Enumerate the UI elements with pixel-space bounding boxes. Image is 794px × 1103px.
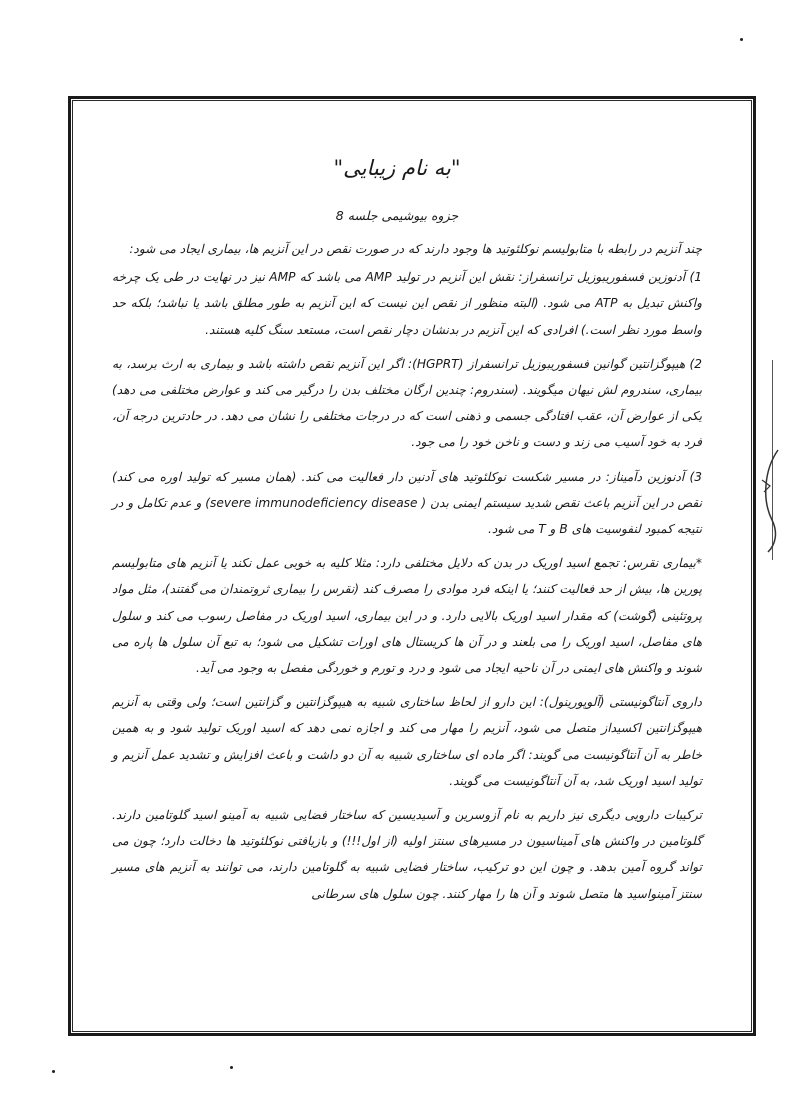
paragraph-allopurinol: داروی آنتاگونیستی (آلوپورینول): این دارو از لحاظ ساختاری شبیه به هیپوگزانتین و گزانتین است؛ ولی وقتی به آنزیم هیپوگزانتین اکسیداز متصل می شود، آنزیم را مهار می کند و اجازه نمی دهد که اسید اوریک تولید شود و به همین خاطر به آن آنتاگونیست می گویند: اگر ماده ای ساختاری شبیه به آن دو داشت و باعث افزایش و تشدید عمل آنزیم و تولید اسید اوریک شد، به آن آنتاگونیست می گویند. [112, 695, 702, 788]
paragraph-azaserine: ترکیبات دارویی دیگری نیز داریم به نام آزوسرین و آسیدیسین که ساختار فضایی شبیه به آمینو اسید گلوتامین دارند. گلوتامین در واکنش های آمیناسیون در مسیرهای سنتز اولیه (از اول!!!) و بازیافتی نوکلئوتید ها دخالت دارد؛ چون می تواند گروه آمین بدهد. و چون این دو ترکیب، ساختار فضایی شبیه به گلوتامین دارند، می توانند به آنزیم های مسیر سنتز آمینواسید ها متصل شوند و آن ها را مهار کنند. چون سلول های سرطانی [112, 808, 702, 901]
handwritten-notes-body [112, 236, 702, 915]
paragraph-gout: *بیماری نقرس: تجمع اسید اوریک در بدن که دلایل مختلفی دارد: مثلا کلیه به خوبی عمل نکند یا آنزیم های متابولیسم پورین ها، بیش از حد فعالیت کنند؛ یا اینکه فرد موادی را مصرف کند (نقرس را بیماری ثروتمندان می گفتند)، مثل مواد پروتئینی (گوشت) که مقدار اسید اوریک بالایی دارد. و در این بیماری، اسید اوریک در مفاصل رسوب می کند و سلول های مفاصل، اسید اوریک را می بلعند و در آن ها کریستال های اورات تشکیل می شود؛ به تبع آن سلول ها پاره می شوند و واکنش های ایمنی در آن ناحیه ایجاد می شود و درد و تورم و خوردگی مفصل به وجود می آید. [112, 556, 702, 676]
paragraph-hgprt: 2) هیپوگزانتین گوانین فسفوریبوزیل ترانسفراز (HGPRT): اگر این آنزیم نقص داشته باشد و بیماری به ارث برسد، به بیماری، سندروم لش نیهان میگویند. (سندروم: چندین ارگان مختلف بدن را درگیر می کند و عوارض مختلفی می دهد) یکی از عوارض آن، عقب افتادگی جسمی و ذهنی است که در درجات مختلفی را نشان می دهد. در حادترین درجه آن، فرد به خود آسیب می زند و دست و ناخن خود را می جود. [112, 356, 702, 450]
scan-speck [230, 1066, 233, 1069]
staple-mark-icon [758, 440, 784, 560]
paragraph-adenine-phosphoribosyltransferase: 1) آدنوزین فسفوریبوزیل ترانسفراز: نقش این آنزیم در تولید AMP می باشد که AMP نیز در نهایت در طی یک چرخه واکنش تبدیل به ATP می شود. (البته منظور از نقص این نیست که این آنزیم به طور مطلق باشد یا نباشد؛ بلکه حد واسط مورد نظر است.) افرادی که این آنزیم در بدنشان دچار نقص است، مستعد سنگ کلیه هستند. [112, 270, 703, 337]
scan-speck [52, 1070, 55, 1073]
page-title: "به نام زیبایی" [333, 156, 461, 180]
page-subtitle: جزوه بیوشیمی جلسه 8 [335, 208, 459, 223]
intro-paragraph: چند آنزیم در رابطه با متابولیسم نوکلئوتید ها وجود دارند که در صورت نقص در این آنزیم ها، بیماری ایجاد می شود: [129, 242, 702, 256]
scan-speck [740, 38, 743, 41]
paragraph-adenosine-deaminase: 3) آدنوزین دآمیناز: در مسیر شکست نوکلئوتید های آدنین دار فعالیت می کند. (همان مسیر که تولید اوره می کند) نقص در این آنزیم باعث نقص شدید سیستم ایمنی بدن ( severe immunodeficiency disease) و عدم تکامل و در نتیجه کمبود لنفوسیت های B و T می شود. [112, 469, 702, 537]
